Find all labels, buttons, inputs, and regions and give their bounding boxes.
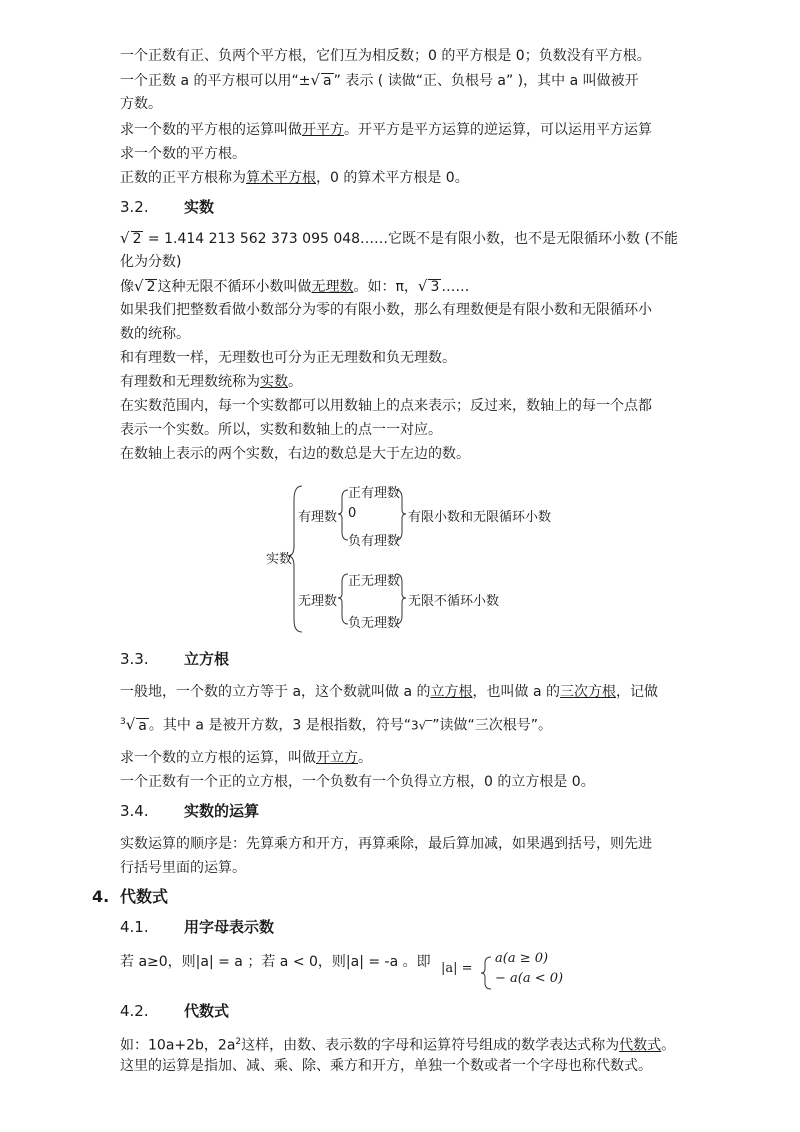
case-nonnegative: a(a ≥ 0) <box>495 951 549 966</box>
case-negative: − a(a < 0) <box>495 971 564 986</box>
s42-line-2: 这里的运算是指加、减、乘、除、乘方和开方，单独一个数或者一个字母也称代数式。 <box>120 1058 652 1074</box>
s32-line-8: 在实数范围内，每一个实数都可以用数轴上的点来表示；反过来，数轴上的每一个点都 <box>120 398 652 414</box>
rational-brace <box>338 490 348 540</box>
s32-line-1 <box>120 228 678 249</box>
radical-sign-icon: √ <box>125 715 136 734</box>
intro-line-6 <box>120 168 469 188</box>
section-heading-3-4 <box>120 800 259 822</box>
term-cube-root: 立方根 <box>430 684 473 700</box>
intro-line-2 <box>120 70 639 91</box>
diagram-rational-desc: 有限小数和无限循环小数 <box>408 510 552 525</box>
section-title: 实数 <box>184 198 215 216</box>
section-number: 3.4. <box>120 802 149 820</box>
text: 。其中 a 是被开方数，3 是根指数，符号“ <box>148 717 411 734</box>
text: 。如：π， <box>353 279 418 295</box>
term-real-number: 实数 <box>260 374 288 390</box>
term-arithmetic-root: 算术平方根 <box>246 170 316 186</box>
s32-line-2: 化为分数) <box>120 254 182 270</box>
diagram-neg-rational: 负有理数 <box>348 534 401 549</box>
text: 求一个数的平方根的运算叫做 <box>120 122 302 138</box>
s32-line-5: 数的统称。 <box>120 326 190 342</box>
s32-line-3 <box>120 276 469 297</box>
s33-line-2 <box>120 712 552 736</box>
piecewise-brace <box>479 955 493 991</box>
diagram-zero: 0 <box>348 506 357 521</box>
radical-sign-icon: √ <box>134 277 144 295</box>
radical-sign-icon: √ <box>310 71 321 89</box>
s34-line-2: 行括号里面的运算。 <box>120 860 246 876</box>
text: 如：10a+2b，2a <box>120 1037 236 1054</box>
s32-line-6: 和有理数一样，无理数也可分为正无理数和负无理数。 <box>120 350 456 366</box>
term-third-root: 三次方根 <box>560 684 616 700</box>
radicand: a <box>323 73 332 89</box>
section-number: 4. <box>92 887 110 906</box>
radicand: a <box>138 717 147 734</box>
section-number: 3.2. <box>120 198 149 216</box>
text: 。 <box>288 374 302 390</box>
text: 像 <box>120 279 134 295</box>
intro-line-4 <box>120 120 652 140</box>
s32-line-7 <box>120 372 302 392</box>
text: …… <box>441 279 470 295</box>
irrational-brace <box>338 574 348 624</box>
text: 。开平方是平方运算的逆运算，可以运用平方运算 <box>344 122 652 138</box>
s34-line-1: 实数运算的顺序是：先算乘方和开方，再算乘除，最后算加减，如果遇到括号，则先进 <box>120 836 652 852</box>
section-title: 立方根 <box>184 650 230 668</box>
text: ”读做“三次根号”。 <box>432 717 553 734</box>
section-title: 代数式 <box>184 1002 230 1020</box>
cube-root-symbol: 3√‾ <box>410 718 433 733</box>
text: ，0 的算术平方根是 0。 <box>316 170 469 186</box>
term-algebraic-expression: 代数式 <box>619 1037 662 1054</box>
diagram-braces <box>260 480 580 640</box>
section-heading-4-2 <box>120 1000 229 1022</box>
s32-line-9: 表示一个实数。所以，实数和数轴上的点一一对应。 <box>120 422 442 438</box>
term-irrational: 无理数 <box>311 279 354 295</box>
real-number-classification-diagram <box>260 480 580 640</box>
s33-line-4: 一个正数有一个正的立方根，一个负数有一个负得立方根，0 的立方根是 0。 <box>120 774 595 790</box>
text: 。 <box>358 750 372 766</box>
radicand: 2 <box>132 231 142 247</box>
diagram-irrational-desc: 无限不循环小数 <box>408 594 500 609</box>
intro-line-3: 方数。 <box>120 96 162 112</box>
section-heading-4-1 <box>120 916 274 938</box>
diagram-root: 实数 <box>266 552 293 567</box>
diagram-rational: 有理数 <box>298 510 338 525</box>
section-number: 3.3. <box>120 650 149 668</box>
diagram-pos-rational: 正有理数 <box>348 486 401 501</box>
section-number: 4.2. <box>120 1002 149 1020</box>
s32-line-10: 在数轴上表示的两个实数，右边的数总是大于左边的数。 <box>120 446 470 462</box>
text: ” 表示 ( 读做“正、负根号 a” )，其中 a 叫做被开 <box>333 73 639 89</box>
text: = 1.414 213 562 373 095 048……它既不是有限小数，也不是无限循环小数 (不能 <box>143 231 678 247</box>
intro-line-5: 求一个数的平方根。 <box>120 146 246 162</box>
text: 求一个数的立方根的运算，叫做 <box>120 750 316 766</box>
intro-line-1: 一个正数有正、负两个平方根，它们互为相反数；0 的平方根是 0；负数没有平方根。 <box>120 48 651 64</box>
text: ，记做 <box>616 684 658 700</box>
section-title: 实数的运算 <box>184 802 260 820</box>
s33-line-3 <box>120 748 372 768</box>
text: ，也叫做 a 的 <box>472 684 560 700</box>
radicand: 3 <box>430 279 440 295</box>
root-index: 3 <box>120 717 126 727</box>
radical-sign-icon: √ <box>120 229 130 247</box>
section-title: 代数式 <box>120 887 169 906</box>
text: 。 <box>661 1037 676 1054</box>
section-heading-3-2 <box>120 196 214 218</box>
abs-lhs: |a| = <box>441 961 473 976</box>
radical-sign-icon: √ <box>417 277 428 295</box>
text: 一个正数 a 的平方根可以用“± <box>120 73 311 89</box>
radicand: 2 <box>146 279 156 295</box>
diagram-irrational: 无理数 <box>298 594 338 609</box>
s42-line-1 <box>120 1032 675 1056</box>
term-kaipingfang: 开平方 <box>302 122 344 138</box>
diagram-neg-irrational: 负无理数 <box>348 616 401 631</box>
section-heading-4 <box>92 886 168 908</box>
diagram-pos-irrational: 正无理数 <box>348 574 401 589</box>
section-heading-3-3 <box>120 648 229 670</box>
s41-line-1: 若 a≥0，则|a| = a ；若 a < 0，则|a| = -a 。即 <box>120 954 431 970</box>
text: 这种无限不循环小数叫做 <box>157 279 312 295</box>
text: 有理数和无理数统称为 <box>120 374 260 390</box>
text: 这样，由数、表示数的字母和运算符号组成的数学表达式称为 <box>241 1037 620 1054</box>
term-kailifang: 开立方 <box>316 750 358 766</box>
text: 一般地，一个数的立方等于 a，这个数就叫做 a 的 <box>120 684 431 700</box>
s33-line-1 <box>120 682 658 702</box>
text: 正数的正平方根称为 <box>120 170 246 186</box>
section-number: 4.1. <box>120 918 149 936</box>
s32-line-4: 如果我们把整数看做小数部分为零的有限小数，那么有理数便是有限小数和无限循环小 <box>120 302 652 318</box>
exponent: 2 <box>235 1037 242 1047</box>
section-title: 用字母表示数 <box>184 918 275 936</box>
